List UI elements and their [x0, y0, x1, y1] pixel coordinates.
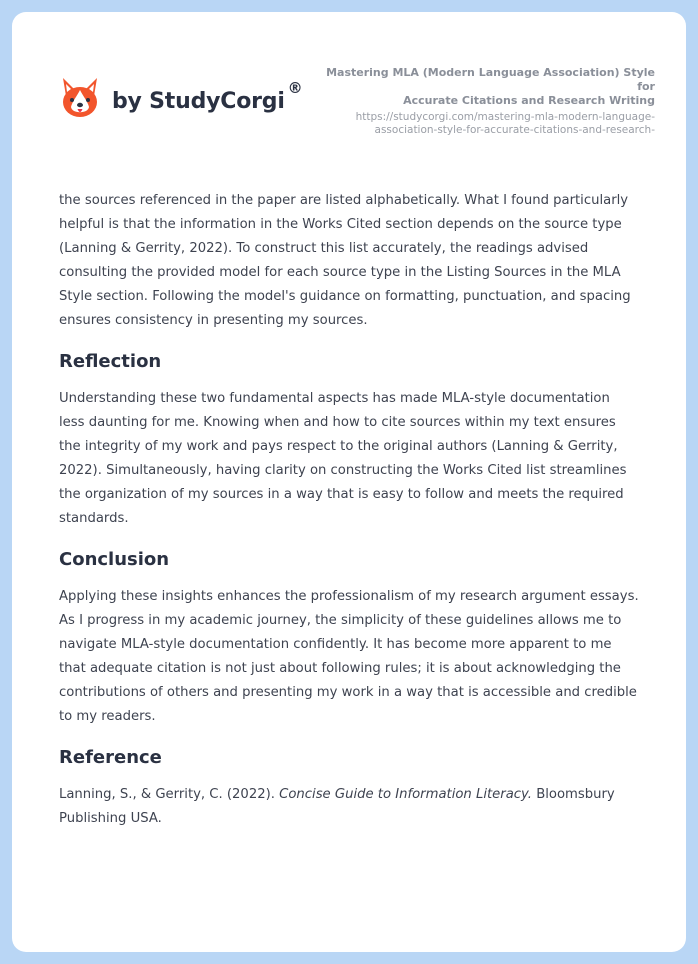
registered-mark: ® [287, 79, 303, 97]
reference-title: Concise Guide to Information Literacy. [279, 787, 532, 802]
reflection-paragraph: Understanding these two fundamental aspects has made MLA-style documentation less daunting for me. Knowing when and how to cite sources within my text ensures the integrity of my work and pays respect to the original authors (Lanning & Gerrity, 2022). Simultaneously, having clarity on constructing the Works Cited list streamlines the organization of my sources in a way that is easy to follow and meets the required standards. [59, 391, 627, 526]
intro-paragraph: the sources referenced in the paper are listed alphabetically. What I found particularly helpful is that the information in the Works Cited section depends on the source type (Lanning & Gerrity, 2022). To construct this list accurately, the readings advised consulting the provided model for each source type in the Listing Sources in the MLA Style section. Following the model's guidance on formatting, punctuation, and spacing ensures consistency in presenting my sources. [59, 193, 631, 328]
conclusion-heading: Conclusion [59, 549, 170, 570]
document-title-line-2: Accurate Citations and Research Writing [403, 94, 655, 107]
reflection-heading: Reflection [59, 351, 162, 372]
document-url[interactable] [315, 111, 655, 137]
document-title [315, 66, 655, 108]
document-page [12, 12, 686, 952]
reference-entry [59, 783, 639, 831]
corgi-icon [60, 76, 100, 120]
document-meta [315, 66, 655, 137]
document-title-line-1: Mastering MLA (Modern Language Association) Style for [326, 66, 655, 93]
brand-name: by StudyCorgi [112, 88, 285, 114]
document-url-line-2: association-style-for-accurate-citations-and-research- [374, 124, 655, 136]
document-url-line-1: https://studycorgi.com/mastering-mla-modern-language- [355, 111, 655, 123]
page-header [12, 12, 686, 162]
reference-authors: Lanning, S., & Gerrity, C. (2022). [59, 787, 280, 802]
reference-publisher: Bloomsbury Publishing USA. [59, 787, 615, 826]
document-body [59, 178, 639, 831]
conclusion-paragraph: Applying these insights enhances the professionalism of my research argument essays. As I progress in my academic journey, the simplicity of these guidelines allows me to navigate MLA-style documentation confidently. It has become more apparent to me that adequate citation is not just about following rules; it is about acknowledging the contributions of others and presenting my work in a way that is accessible and credible to my readers. [59, 589, 639, 724]
studycorgi-logo[interactable] [60, 76, 303, 120]
reference-heading: Reference [59, 747, 162, 768]
